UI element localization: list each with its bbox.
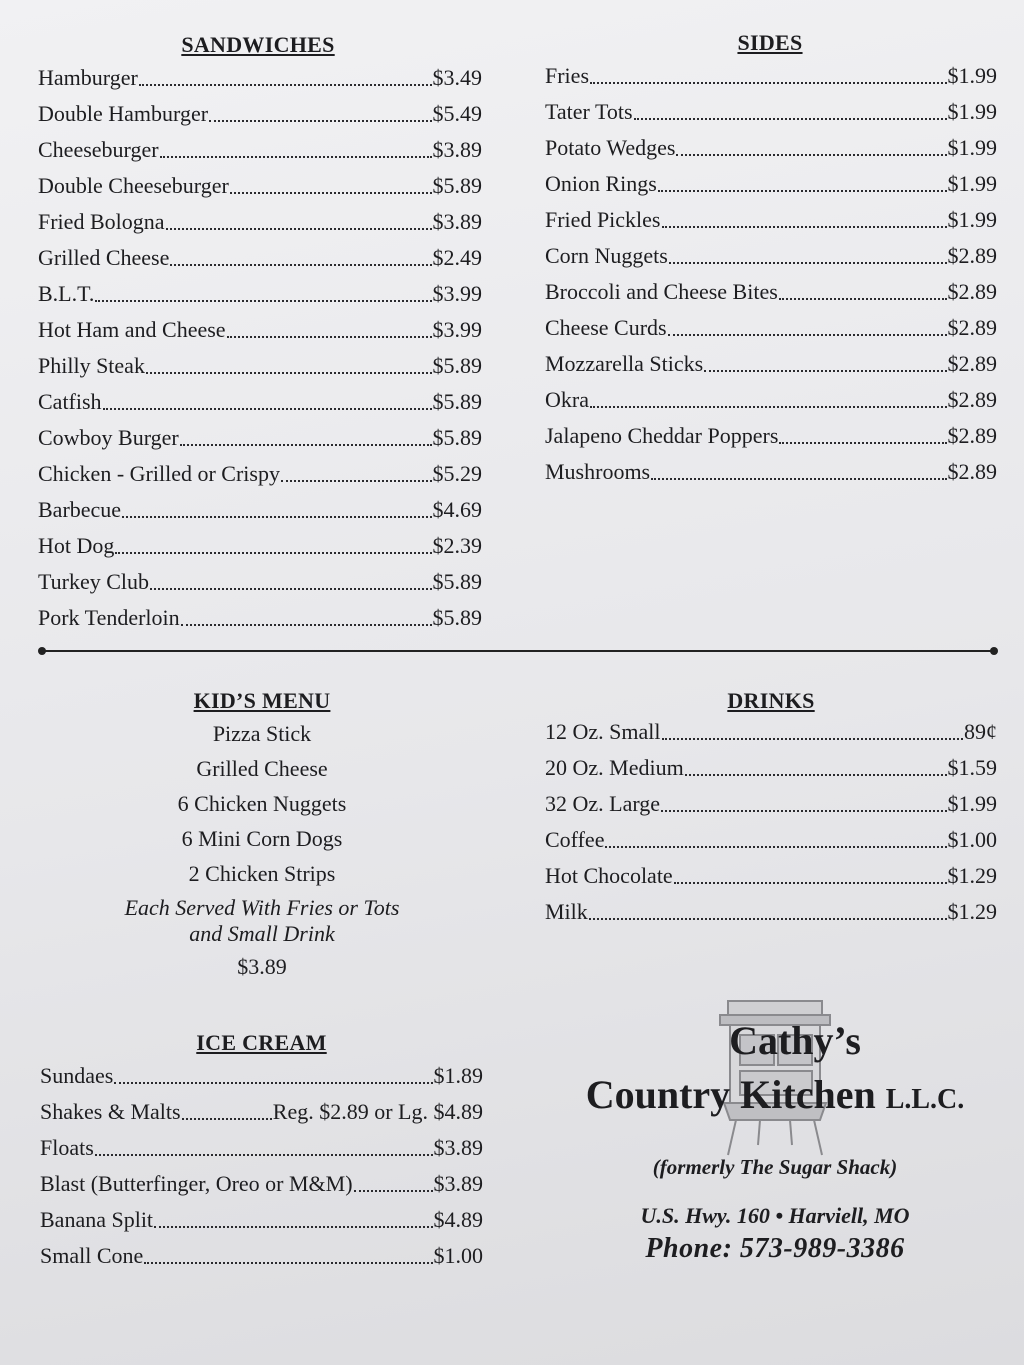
section-divider (42, 650, 994, 652)
item-price: $5.89 (432, 173, 482, 198)
dot-leader (166, 228, 432, 230)
ice-cream-row (40, 1202, 483, 1238)
item-price: $2.89 (947, 315, 997, 340)
side-row (545, 166, 997, 202)
dot-leader (122, 516, 431, 518)
business-name-line2 (560, 1071, 990, 1118)
item-price: $1.99 (947, 791, 997, 816)
kids-menu-price: $3.89 (237, 954, 287, 979)
sandwich-row (38, 600, 482, 636)
dot-leader (634, 118, 947, 120)
kids-menu-list (60, 716, 464, 891)
item-price: $2.89 (947, 423, 997, 448)
side-row (545, 202, 997, 238)
dot-leader (779, 298, 947, 300)
dot-leader (669, 262, 947, 264)
item-name: Barbecue (38, 497, 122, 522)
item-name: Potato Wedges (545, 135, 676, 160)
item-price: 89¢ (964, 719, 997, 744)
ice-cream-row (40, 1094, 483, 1130)
dot-leader (589, 918, 947, 920)
item-name: Floats (40, 1135, 94, 1160)
drinks-list (545, 714, 997, 930)
side-row (545, 94, 997, 130)
sandwiches-list (38, 60, 482, 636)
item-name: Milk (545, 899, 588, 924)
item-name: Blast (Butterfinger, Oreo or M&M) (40, 1171, 353, 1196)
side-row (545, 274, 997, 310)
item-name: Hot Ham and Cheese (38, 317, 226, 342)
side-row (545, 418, 997, 454)
sides-list (545, 58, 997, 490)
side-row (545, 346, 997, 382)
item-name: Small Cone (40, 1243, 144, 1268)
item-price: $2.89 (947, 387, 997, 412)
item-price: $1.99 (947, 171, 997, 196)
item-name: Chicken - Grilled or Crispy (38, 461, 280, 486)
dot-leader (668, 334, 947, 336)
item-price: $3.99 (432, 317, 482, 342)
item-name: Shakes & Malts (40, 1099, 181, 1124)
dot-leader (180, 444, 432, 446)
sandwich-row (38, 528, 482, 564)
business-address: U.S. Hwy. 160 • Harviell, MO (640, 1203, 910, 1228)
item-name: Okra (545, 387, 589, 412)
sandwich-row (38, 276, 482, 312)
dot-leader (144, 1262, 432, 1264)
dot-leader (662, 738, 964, 740)
item-name: Pork Tenderloin (38, 605, 180, 630)
drink-row (545, 858, 997, 894)
kids-menu-item: Pizza Stick (212, 721, 312, 746)
dot-leader (227, 336, 432, 338)
item-name: Tater Tots (545, 99, 633, 124)
sandwich-row (38, 456, 482, 492)
dot-leader (281, 480, 432, 482)
item-price: $3.89 (433, 1171, 483, 1196)
ice-cream-row (40, 1238, 483, 1274)
kids-menu-note-line1: Each Served With Fries or Tots (124, 895, 400, 920)
item-price: $1.99 (947, 207, 997, 232)
dot-leader (779, 442, 946, 444)
drink-row (545, 894, 997, 930)
dot-leader (230, 192, 432, 194)
dot-leader (160, 156, 432, 158)
item-price: $1.29 (947, 899, 997, 924)
item-name: Hamburger (38, 65, 138, 90)
kids-menu-item: 6 Chicken Nuggets (177, 791, 347, 816)
item-name: Turkey Club (38, 569, 150, 594)
dot-leader (103, 408, 432, 410)
dot-leader (95, 300, 431, 302)
item-price: $5.89 (432, 425, 482, 450)
sandwich-row (38, 348, 482, 384)
item-name: Mozzarella Sticks (545, 351, 704, 376)
drink-row (545, 714, 997, 750)
side-row (545, 238, 997, 274)
item-name: 20 Oz. Medium (545, 755, 684, 780)
ice-cream-heading: ICE CREAM (196, 1030, 327, 1055)
item-name: Cheese Curds (545, 315, 667, 340)
item-price: $5.89 (432, 389, 482, 414)
dot-leader (590, 82, 947, 84)
business-name-line1: Cathy’s (729, 1018, 861, 1063)
item-name: Jalapeno Cheddar Poppers (545, 423, 779, 448)
kids-menu-note-line2: and Small Drink (189, 921, 335, 946)
ice-cream-list (40, 1058, 483, 1274)
dot-leader (658, 190, 947, 192)
dot-leader (704, 370, 946, 372)
item-price: $1.99 (947, 135, 997, 160)
ice-cream-section (40, 1030, 483, 1274)
item-name: Grilled Cheese (38, 245, 170, 270)
ice-cream-row (40, 1058, 483, 1094)
dot-leader (209, 120, 431, 122)
item-price: $5.29 (432, 461, 482, 486)
item-price: $5.89 (432, 353, 482, 378)
item-price: $1.89 (433, 1063, 483, 1088)
business-name-main: Country Kitchen (585, 1072, 876, 1117)
drink-row (545, 822, 997, 858)
item-price: $3.49 (432, 65, 482, 90)
item-name: Corn Nuggets (545, 243, 668, 268)
item-name: Catfish (38, 389, 102, 414)
item-price: $5.49 (432, 101, 482, 126)
item-price: $5.89 (432, 605, 482, 630)
kids-menu-item: 2 Chicken Strips (188, 861, 336, 886)
side-row (545, 130, 997, 166)
item-name: Cheeseburger (38, 137, 159, 162)
ice-cream-row (40, 1130, 483, 1166)
dot-leader (139, 84, 432, 86)
item-price: $1.99 (947, 63, 997, 88)
business-formerly: (formerly The Sugar Shack) (652, 1155, 898, 1179)
side-row (545, 382, 997, 418)
item-price: $2.39 (432, 533, 482, 558)
side-row (545, 454, 997, 490)
drinks-heading: DRINKS (727, 688, 815, 713)
dot-leader (182, 1118, 272, 1120)
kids-menu-section (60, 688, 464, 987)
item-price: $2.89 (947, 243, 997, 268)
item-name: Broccoli and Cheese Bites (545, 279, 778, 304)
item-price: $5.89 (432, 569, 482, 594)
business-logo (560, 995, 990, 1275)
item-price: $3.89 (433, 1135, 483, 1160)
item-price: $3.89 (432, 209, 482, 234)
dot-leader (590, 406, 947, 408)
sides-heading: SIDES (737, 30, 803, 55)
sides-section (545, 30, 997, 490)
item-price: $3.99 (432, 281, 482, 306)
sandwich-row (38, 384, 482, 420)
item-price: $1.99 (947, 99, 997, 124)
dot-leader (150, 588, 431, 590)
kids-menu-item: 6 Mini Corn Dogs (181, 826, 343, 851)
business-suffix: L.L.C. (885, 1084, 965, 1115)
item-name: Banana Split (40, 1207, 154, 1232)
item-price: $1.00 (433, 1243, 483, 1268)
drink-row (545, 786, 997, 822)
item-name: Mushrooms (545, 459, 651, 484)
item-price: $2.49 (432, 245, 482, 270)
dot-leader (181, 624, 432, 626)
sandwich-row (38, 96, 482, 132)
dot-leader (676, 154, 946, 156)
sandwich-row (38, 60, 482, 96)
sandwich-row (38, 168, 482, 204)
sandwich-row (38, 420, 482, 456)
item-name: Hot Dog (38, 533, 115, 558)
dot-leader (685, 774, 947, 776)
item-price: $1.00 (947, 827, 997, 852)
item-name: Fries (545, 63, 589, 88)
item-name: Coffee (545, 827, 605, 852)
dot-leader (114, 1082, 432, 1084)
item-name: Philly Steak (38, 353, 145, 378)
dot-leader (95, 1154, 433, 1156)
item-name: B.L.T. (38, 281, 95, 306)
sandwich-row (38, 564, 482, 600)
kids-menu-heading: KID’S MENU (193, 688, 331, 713)
item-price: $2.89 (947, 351, 997, 376)
item-name: 32 Oz. Large (545, 791, 661, 816)
item-price: $1.59 (947, 755, 997, 780)
dot-leader (651, 478, 946, 480)
ice-cream-row (40, 1166, 483, 1202)
sandwiches-heading: SANDWICHES (181, 32, 335, 57)
sandwich-row (38, 204, 482, 240)
dot-leader (115, 552, 431, 554)
item-name: Hot Chocolate (545, 863, 673, 888)
business-phone: Phone: 573-989-3386 (645, 1233, 905, 1264)
dot-leader (662, 226, 947, 228)
item-price: $2.89 (947, 459, 997, 484)
item-name: 12 Oz. Small (545, 719, 661, 744)
item-price: $4.89 (433, 1207, 483, 1232)
dot-leader (661, 810, 946, 812)
sandwich-row (38, 240, 482, 276)
dot-leader (354, 1190, 433, 1192)
dot-leader (674, 882, 947, 884)
dot-leader (154, 1226, 432, 1228)
drink-row (545, 750, 997, 786)
kids-menu-item: Grilled Cheese (196, 756, 328, 781)
item-name: Onion Rings (545, 171, 657, 196)
sandwich-row (38, 492, 482, 528)
side-row (545, 310, 997, 346)
item-price: Reg. $2.89 or Lg. $4.89 (272, 1099, 483, 1124)
item-name: Double Hamburger (38, 101, 209, 126)
item-price: $2.89 (947, 279, 997, 304)
item-name: Double Cheeseburger (38, 173, 229, 198)
drinks-section (545, 688, 997, 930)
item-price: $4.69 (432, 497, 482, 522)
item-name: Cowboy Burger (38, 425, 179, 450)
sandwich-row (38, 312, 482, 348)
item-price: $1.29 (947, 863, 997, 888)
item-name: Sundaes (40, 1063, 114, 1088)
item-name: Fried Bologna (38, 209, 165, 234)
sandwich-row (38, 132, 482, 168)
item-price: $3.89 (432, 137, 482, 162)
side-row (545, 58, 997, 94)
sandwiches-section (38, 32, 482, 636)
dot-leader (605, 846, 946, 848)
dot-leader (146, 372, 432, 374)
dot-leader (170, 264, 431, 266)
item-name: Fried Pickles (545, 207, 661, 232)
